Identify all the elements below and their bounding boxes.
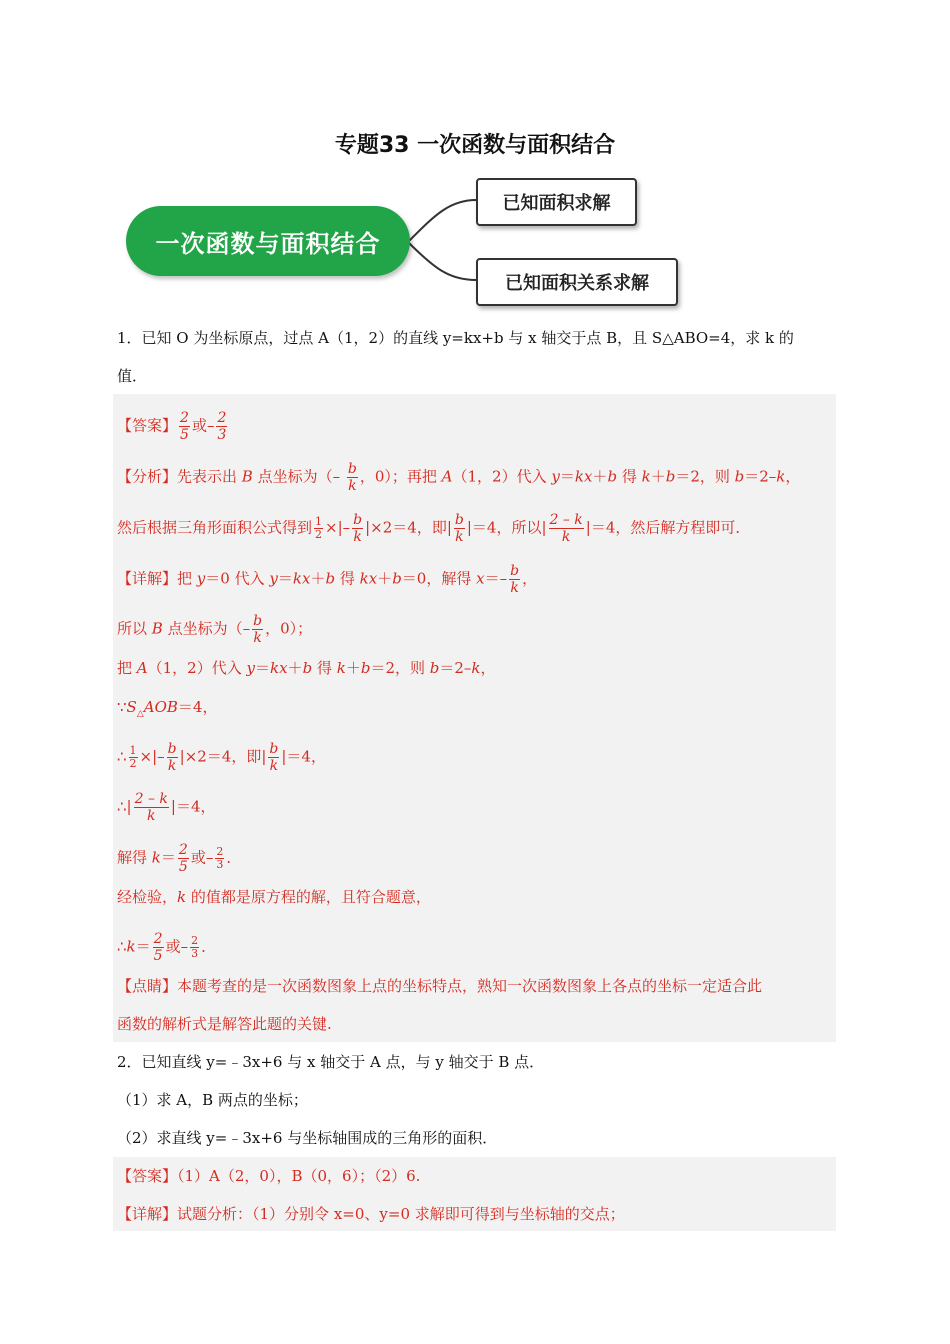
mind-map-center: 一次函数与面积结合 — [126, 206, 410, 276]
detail-tag: 【详解】 — [117, 1205, 178, 1223]
q2-detail: 【详解】试题分析：（1）分别令 x=0、y=0 求解即可得到与坐标轴的交点； — [117, 1205, 625, 1223]
mind-map-branch-1: 已知面积求解 — [476, 178, 637, 226]
q2-stem-line-2: （1）求 A，B 两点的坐标； — [117, 1091, 308, 1109]
mind-map — [124, 176, 684, 311]
answer-tag: 【答案】 — [117, 1167, 178, 1185]
detail-tag: 【详解】 — [117, 569, 178, 588]
q1-detail-line-6: ∴| $\frac{2 - k}{k}$ |＝4， — [117, 791, 216, 824]
q1-stem-line-1: 1．已知 O 为坐标原点，过点 A（1，2）的直线 y=kx+b 与 x 轴交于点 B，且 S△ABO=4，求 k 的 — [117, 329, 794, 347]
q2-stem-line-3: （2）求直线 y=﹣3x+6 与坐标轴围成的三角形的面积． — [117, 1129, 498, 1147]
q1-stem-line-2: 值． — [117, 367, 148, 385]
q1-detail-line-4: $\because S_\triangle AOB=4$， — [117, 698, 218, 719]
analysis-tag: 【分析】 — [117, 467, 178, 486]
q1-detail-line-8: 经检验，k 的值都是原方程的解，且符合题意， — [117, 888, 431, 906]
q1-detail-line-3: 把 A（1，2）代入 y＝kx＋b 得 k＋b＝2，则 b＝2–k， — [117, 659, 496, 677]
q1-answer: 【答案】 $\frac{2}{5}$ 或– $\frac{2}{3}$ — [117, 410, 227, 443]
mind-map-branch-2: 已知面积关系求解 — [476, 258, 678, 306]
q2-stem-line-1: 2．已知直线 y=﹣3x+6 与 x 轴交于 A 点，与 y 轴交于 B 点． — [117, 1053, 545, 1071]
page-title: 专题33 一次函数与面积结合 — [334, 133, 616, 158]
q1-comment-line-1: 【点睛】本题考查的是一次函数图象上点的坐标特点，熟知一次函数图象上各点的坐标一定适合此 — [117, 977, 763, 995]
q2-answer: 【答案】（1）A（2，0），B（0，6）；（2）6. — [117, 1167, 421, 1185]
answer-tag: 【答案】 — [117, 416, 178, 435]
q1-analysis-line-2: 然后根据三角形面积公式得到 $\frac{1}{2}$ ×|– $\frac{b}{k}$ |×2＝4，即| $\frac{b}{k}$ |＝4，所以| $\frac{2 - k}{k}$ |＝4，然后解方程即可． — [117, 512, 751, 545]
q1-detail-line-1: 【详解】把 y＝0 代入 y＝kx＋b 得 kx＋b＝0，解得 x＝– $\frac{b}{k}$ ， — [117, 563, 538, 596]
q1-analysis-line-1: 【分析】先表示出 B 点坐标为（– $\frac{b}{k}$ ，0）；再把 A（1，2）代入 y＝kx＋b 得 k＋b＝2，则 b＝2–k， — [117, 461, 801, 494]
q1-detail-line-2: 所以 B 点坐标为（– $\frac{b}{k}$ ，0）； — [117, 613, 313, 646]
q1-detail-line-7: 解得 k＝ $\frac{2}{5}$ 或– $\frac{2}{3}$ ． — [117, 842, 242, 875]
q1-comment-line-2: 函数的解析式是解答此题的关键. — [117, 1015, 332, 1033]
q1-detail-line-9: ∴k＝ $\frac{2}{5}$ 或– $\frac{2}{3}$ ． — [117, 931, 217, 964]
q1-detail-line-5: ∴ $\frac{1}{2}$ ×|– $\frac{b}{k}$ |×2＝4，即| $\frac{b}{k}$ |＝4， — [117, 741, 326, 774]
comment-tag: 【点睛】 — [117, 977, 178, 995]
